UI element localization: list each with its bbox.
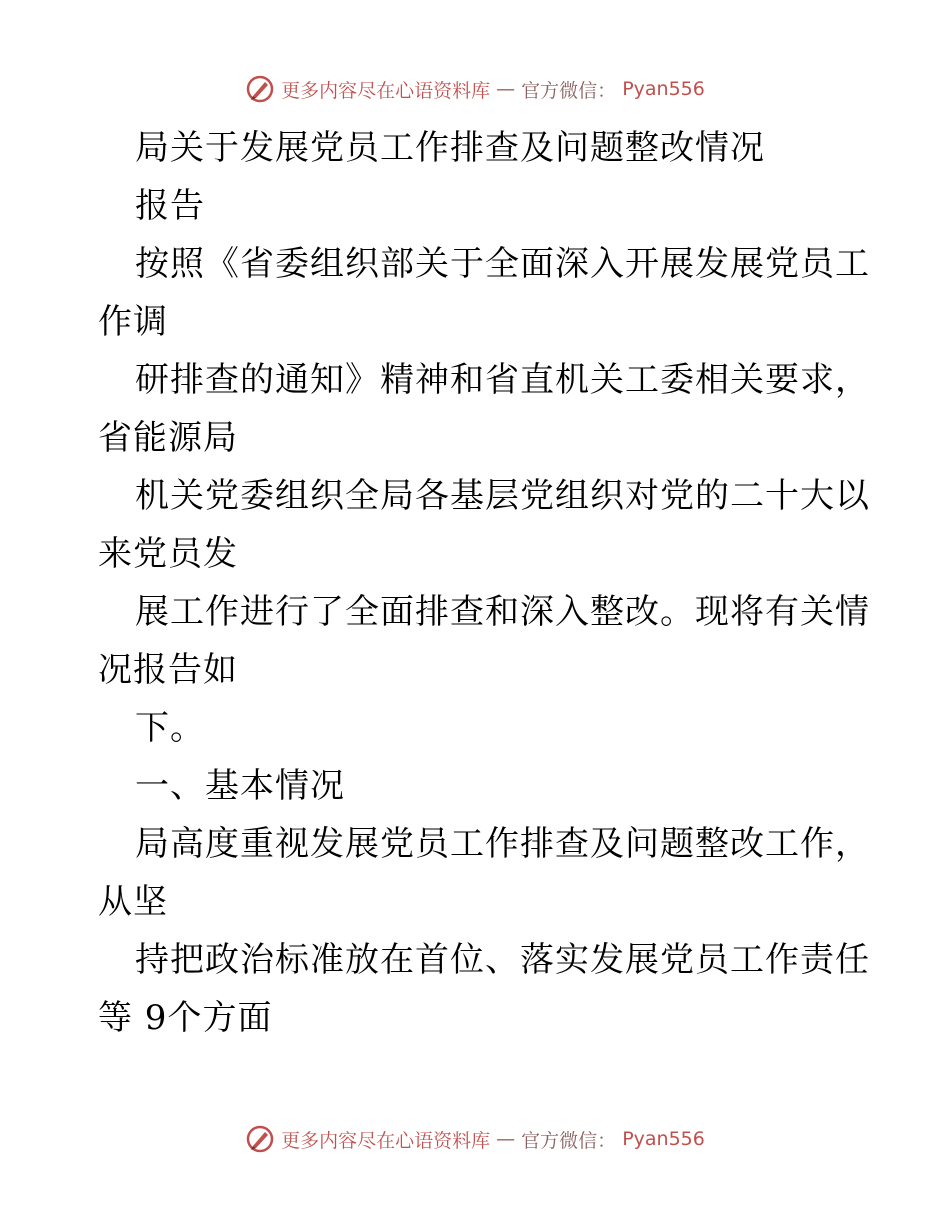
watermark-wechat-label: 官方微信： [521,1129,617,1152]
paragraph-line: 等 9个方面 [98,998,273,1038]
paragraph-line: 下。 [135,708,205,748]
paragraph-line: 按照《省委组织部关于全面深入开展发展党员工 [135,244,870,284]
watermark-dash: — [496,78,516,100]
footer-watermark [0,1124,950,1154]
section-heading: 一、基本情况 [135,766,345,806]
watermark-wechat-id: Pyan556 [622,1128,705,1150]
paragraph-line: 展工作进行了全面排查和深入整改。现将有关情 [135,592,870,632]
watermark-text: 更多内容尽在心语资料库 [281,1129,491,1152]
paragraph-line: 从坚 [98,882,168,922]
paragraph-line: 机关党委组织全局各基层党组织对党的二十大以 [135,476,870,516]
watermark-dash: — [496,1128,516,1150]
paragraph-line: 局高度重视发展党员工作排查及问题整改工作， [135,824,870,864]
pen-logo-icon [245,74,275,104]
paragraph-line: 研排查的通知》精神和省直机关工委相关要求， [135,360,870,400]
paragraph-line: 来党员发 [98,534,238,574]
paragraph-line: 持把政治标准放在首位、落实发展党员工作责任 [135,940,870,980]
header-watermark [0,74,950,104]
paragraph-line: 省能源局 [98,418,238,458]
pen-logo-icon [245,1124,275,1154]
watermark-wechat-label: 官方微信： [521,79,617,102]
paragraph-line: 况报告如 [98,650,238,690]
paragraph-line: 作调 [98,302,168,342]
watermark-text: 更多内容尽在心语资料库 [281,79,491,102]
watermark-wechat-id: Pyan556 [622,78,705,100]
doc-title-line: 局关于发展党员工作排查及问题整改情况 [135,128,765,168]
doc-title-line: 报告 [135,186,205,226]
